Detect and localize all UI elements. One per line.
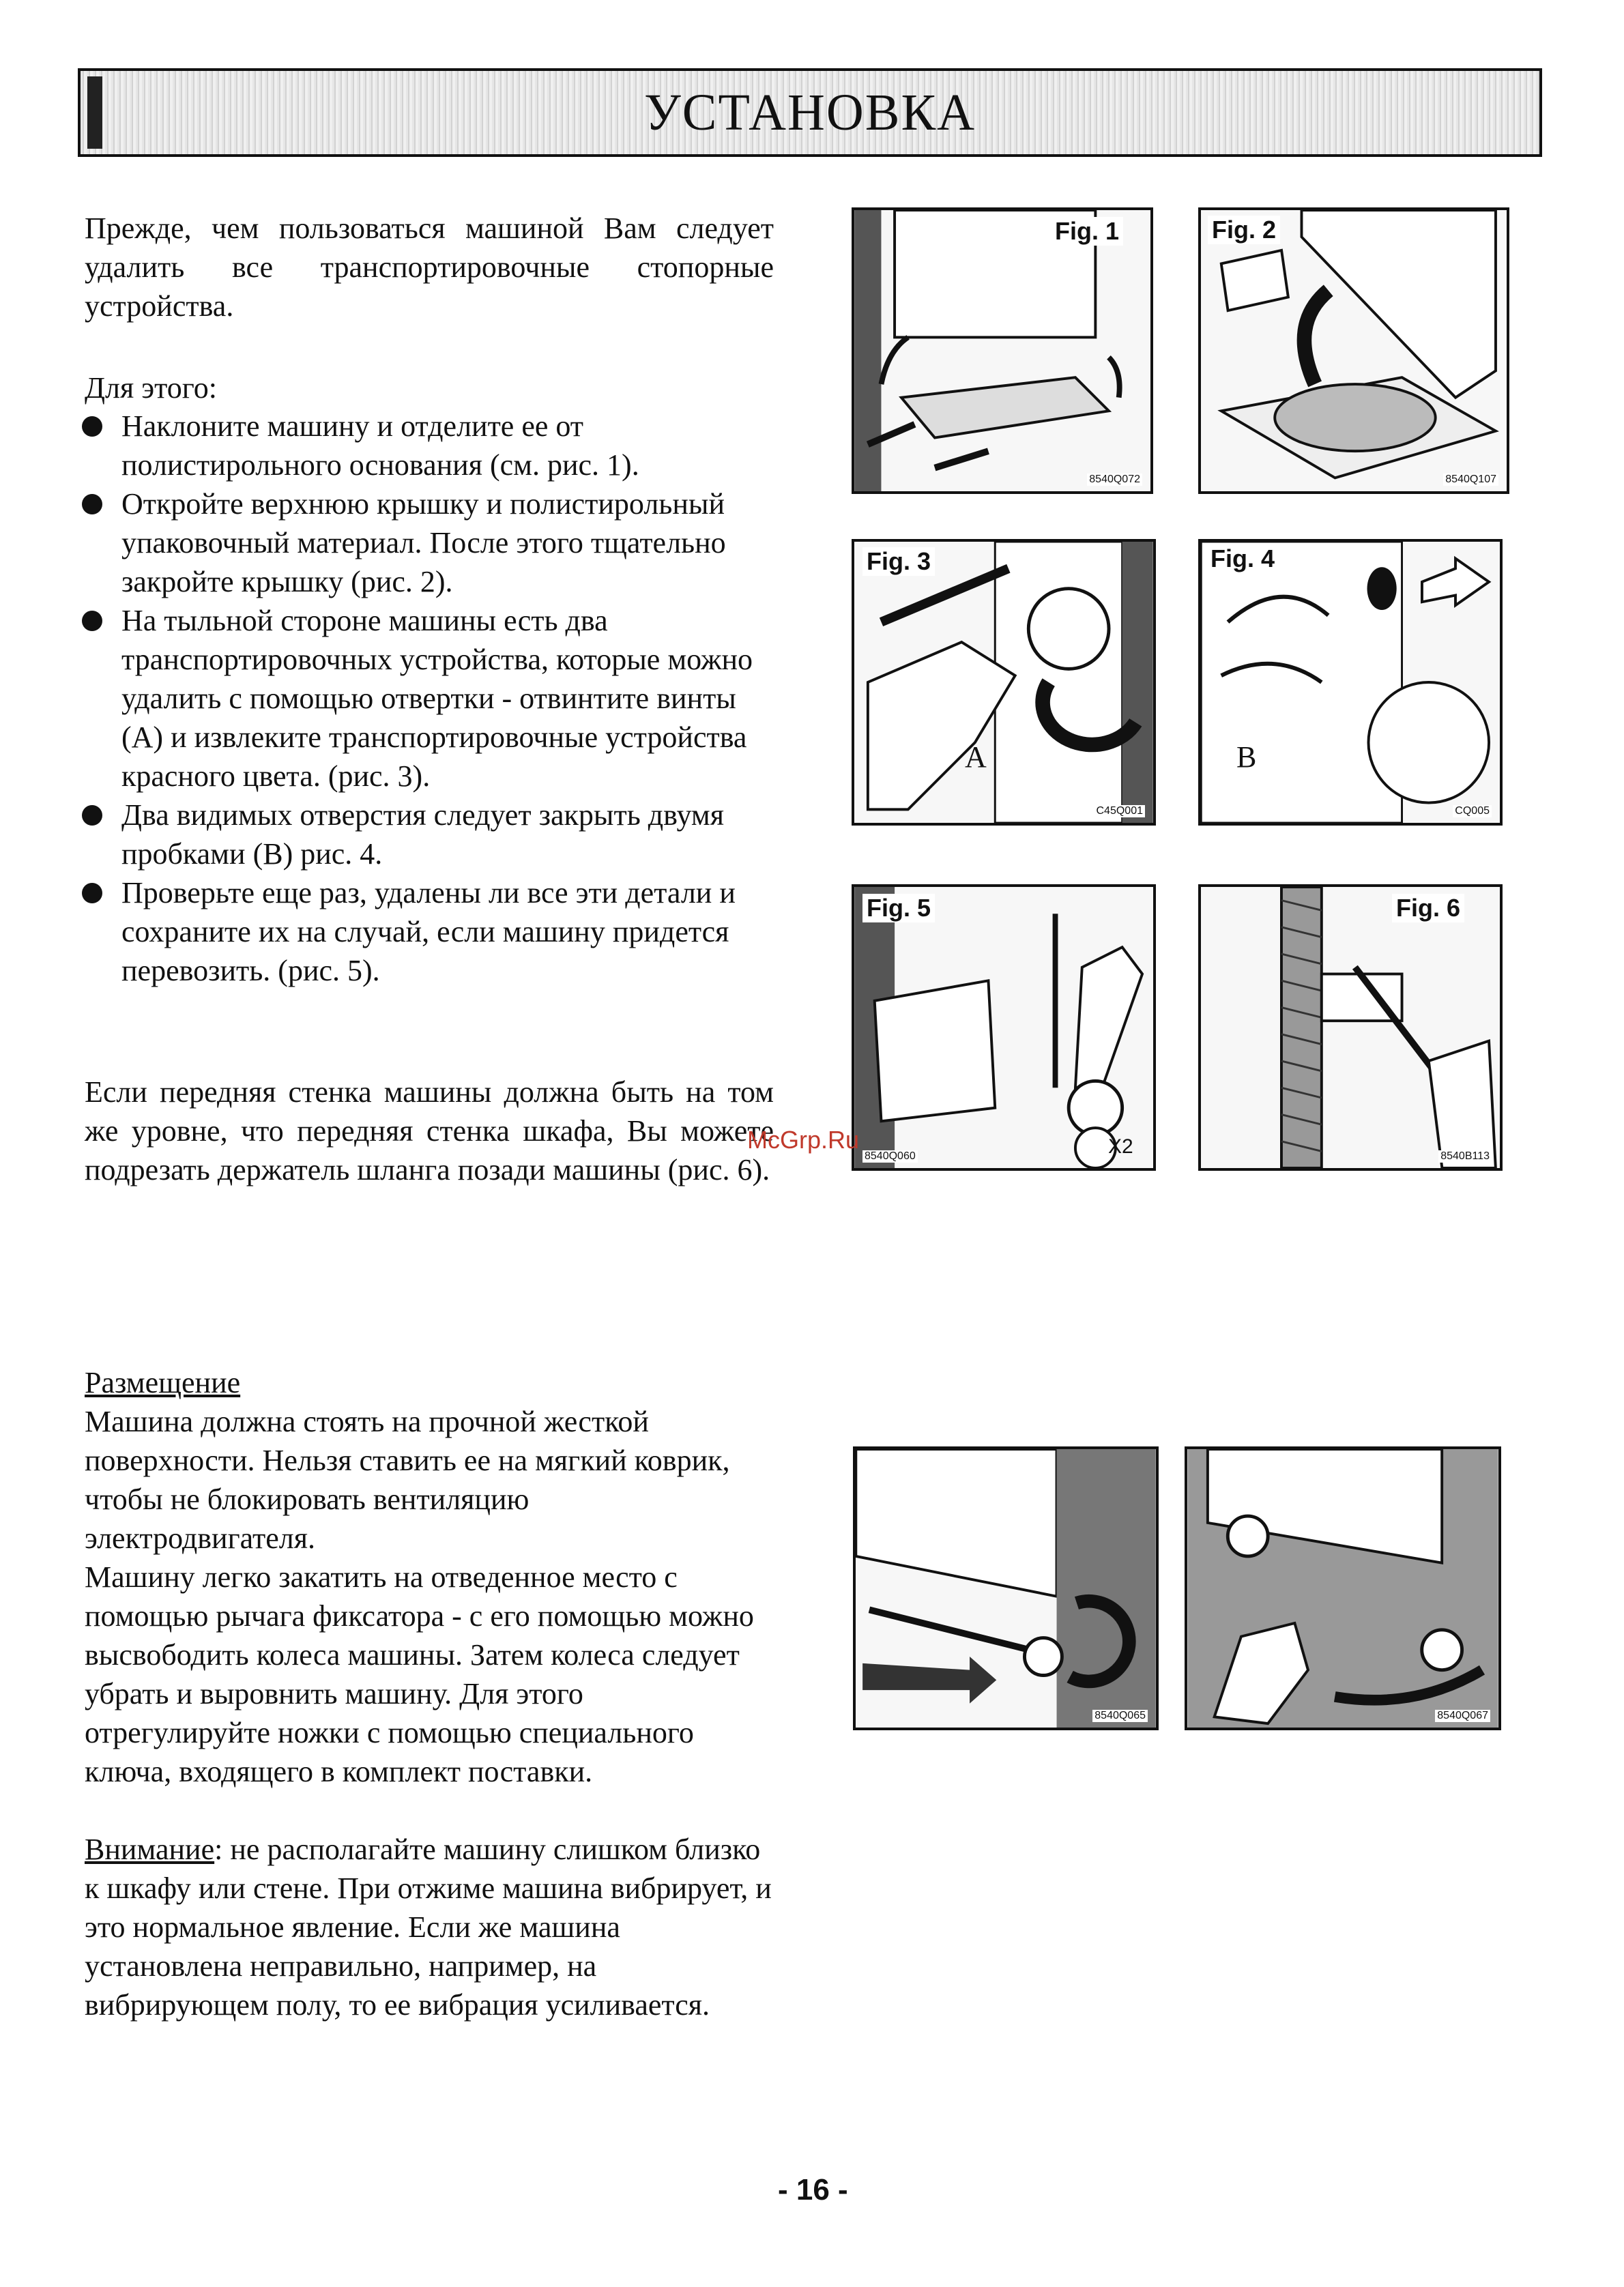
figure-3-illustration — [854, 542, 1153, 823]
warning-label: Внимание — [85, 1833, 215, 1866]
placement-text-2: Машину легко закатить на отведенное место с помощью рычага фиксатора - с его помощью можно высвободить колеса машины. Затем колеса следует убрать и выровнить машину. Для этого отрегулируйте ножки с помощью специального ключа, входящего в комплект поставки. — [85, 1560, 754, 1788]
page-number: - 16 - — [778, 2173, 848, 2206]
list-item: Откройте верхнюю крышку и полистирольный упаковочный материал. После этого тщательно закройте крышку (рис. 2). — [82, 484, 785, 601]
list-item: Наклоните машину и отделите ее от полистирольного основания (см. рис. 1). — [82, 407, 785, 484]
figure-code: CQ005 — [1453, 805, 1492, 817]
figure-2 — [1198, 207, 1509, 494]
figure-4 — [1198, 539, 1503, 826]
figure-label: Fig. 2 — [1208, 216, 1280, 244]
list-item: Два видимых отверстия следует закрыть двумя пробками (В) рис. 4. — [82, 796, 785, 873]
figure-label: Fig. 6 — [1392, 894, 1464, 922]
figure-5 — [852, 884, 1156, 1171]
figure-code: 8540Q107 — [1443, 474, 1498, 486]
bullet-icon — [82, 805, 102, 826]
figure-code: 8540Q065 — [1092, 1710, 1148, 1722]
screw-letter: A — [965, 740, 987, 774]
figure-label: Fig. 1 — [1051, 217, 1123, 246]
figure-code: C45Q001 — [1094, 805, 1146, 817]
figure-code: 8540Q060 — [862, 1150, 918, 1163]
figure-5-illustration — [854, 887, 1153, 1168]
figure-8 — [1185, 1446, 1501, 1730]
figure-8-illustration — [1187, 1449, 1498, 1728]
warning-paragraph: Внимание: не располагайте машину слишком близко к шкафу или стене. При отжиме машина вибрирует, и это нормальное явление. Если же машина установлена неправильно, например, на вибрирующем полу, то ее вибрация усиливается. — [85, 1833, 772, 2022]
placement-heading: Размещение — [85, 1366, 241, 1399]
figure-4-illustration — [1201, 542, 1500, 823]
plug-letter: B — [1236, 740, 1257, 774]
figure-label: Fig. 3 — [862, 547, 935, 576]
placement-text-1: Машина должна стоять на прочной жесткой поверхности. Нельзя ставить ее на мягкий коврик, чтобы не блокировать вентиляцию электродвигателя. — [85, 1405, 730, 1555]
figure-code: 8540B113 — [1438, 1150, 1492, 1163]
figure-6 — [1198, 884, 1503, 1171]
list-item: Проверьте еще раз, удалены ли все эти детали и сохраните их на случай, если машину придется перевозить. (рис. 5). — [82, 873, 785, 990]
page-title: УСТАНОВКА — [643, 84, 976, 141]
steps-intro: Для этого: — [85, 371, 217, 405]
figure-7-illustration — [856, 1449, 1156, 1728]
watermark: McGrp.Ru — [747, 1126, 860, 1154]
figure-code: 8540Q067 — [1435, 1710, 1490, 1722]
figure-label: Fig. 5 — [862, 894, 935, 922]
figure-2-illustration — [1201, 210, 1507, 491]
quantity-badge: X2 — [1108, 1135, 1133, 1158]
list-item: На тыльной стороне машины есть два транспортировочных устройства, которые можно удалить с помощью отвертки - отвинтите винты (А) и извлеките транспортировочные устройства красного цвета. (рис. 3). — [82, 601, 785, 796]
section-banner — [78, 68, 1542, 157]
figure-3 — [852, 539, 1156, 826]
hose-note: Если передняя стенка машины должна быть на том же уровне, что передняя стенка шкафа, Вы можете подрезать держатель шланга позади машины (рис. 6). — [85, 1075, 774, 1186]
figure-1 — [852, 207, 1153, 494]
steps-list — [82, 407, 785, 990]
figure-1-illustration — [854, 210, 1150, 491]
bullet-icon — [82, 611, 102, 631]
bullet-icon — [82, 883, 102, 903]
intro-paragraph: Прежде, чем пользоваться машиной Вам следует удалить все транспортировочные стопорные устройства. — [85, 212, 774, 323]
figure-7 — [853, 1446, 1159, 1730]
bullet-icon — [82, 494, 102, 514]
figure-6-illustration — [1201, 887, 1500, 1168]
figure-code: 8540Q072 — [1087, 474, 1142, 486]
figure-label: Fig. 4 — [1206, 544, 1279, 573]
bullet-icon — [82, 416, 102, 437]
